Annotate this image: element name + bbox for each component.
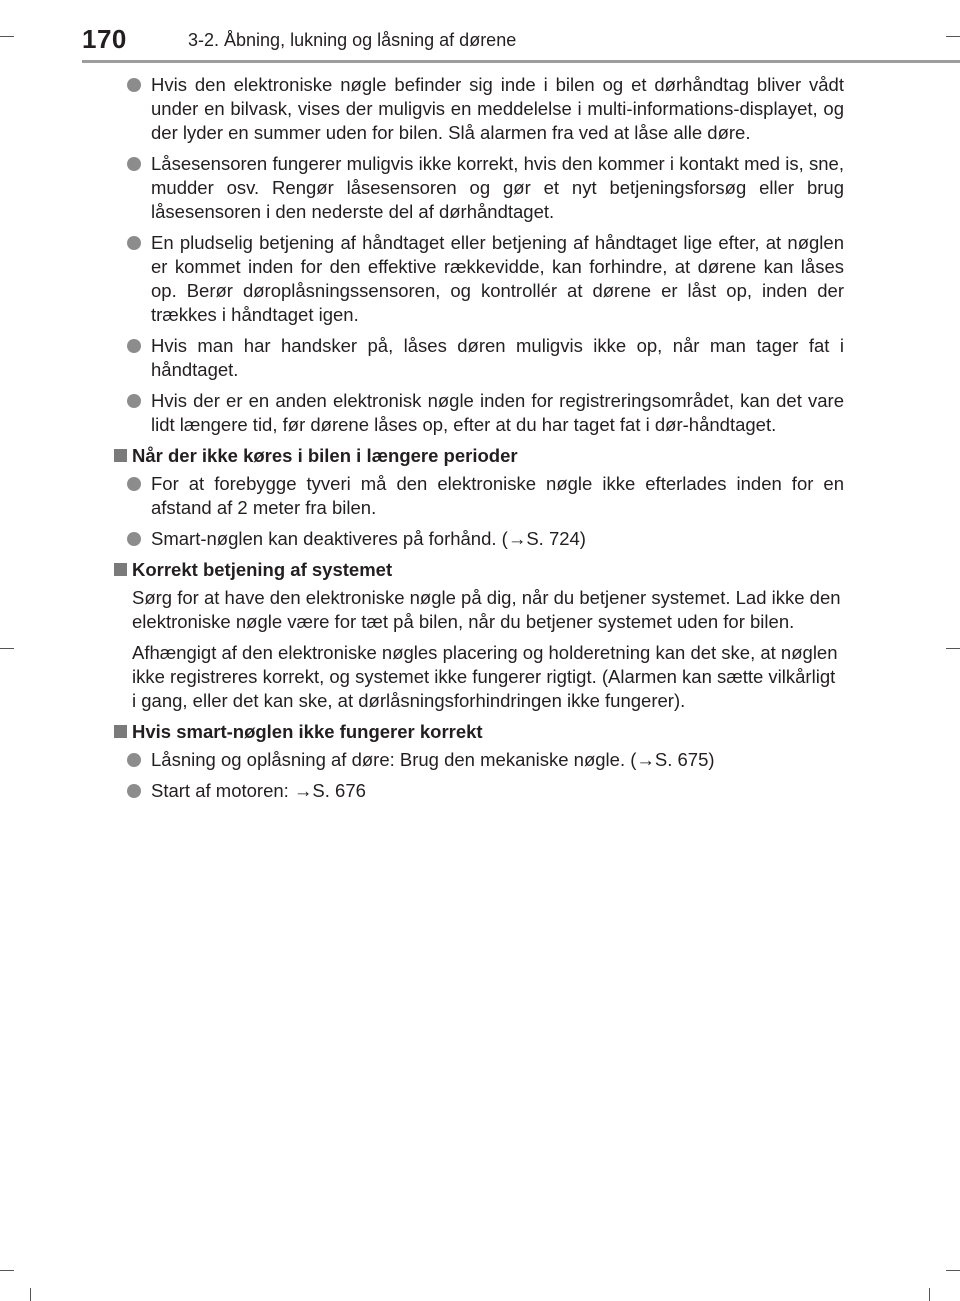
section-title: 3-2. Åbning, lukning og låsning af dørene: [188, 30, 517, 50]
bullet-item: [114, 472, 844, 520]
page-content: [114, 73, 844, 810]
crop-mark-mid-left-h: [0, 648, 14, 649]
section-heading: [114, 720, 844, 744]
section-heading-text: Korrekt betjening af systemet: [132, 559, 393, 580]
section-heading: [114, 558, 844, 582]
bullet-text: Låsesensoren fungerer muligvis ikke korrekt, hvis den kommer i kontakt med is, sne, mudder osv. Rengør låsesensoren og gør et nyt betjeningsforsøg eller brug låsesensoren i den nederste del af dørhåndtaget.: [151, 153, 844, 222]
page-header: [0, 0, 960, 62]
bullet-text: En pludselig betjening af håndtaget eller betjening af håndtaget lige efter, at nøglen er kommet inden for den effektive rækkevidde, kan forhindre, at dørene kan låses op. Berør døroplåsningssensoren, og kontrollér at dørene er låst op, inden der trækkes i håndtaget igen.: [151, 232, 844, 325]
bullet-dot-icon: [127, 394, 141, 408]
bullet-item: [114, 748, 844, 772]
bullet-dot-icon: [127, 784, 141, 798]
bullet-item: [114, 231, 844, 327]
bullet-dot-icon: [127, 157, 141, 171]
bullet-dot-icon: [127, 78, 141, 92]
bullet-item: [114, 389, 844, 437]
bullet-text: Start af motoren: →S. 676: [151, 780, 366, 801]
bullet-item: [114, 73, 844, 145]
bullet-text: Hvis den elektroniske nøgle befinder sig inde i bilen og et dørhåndtag bliver vådt under en bilvask, vises der muligvis en meddelelse i multi-informations-displayet, og der lyder en summer uden for bilen. Slå alarmen fra ved at låse alle døre.: [151, 74, 844, 143]
bullet-dot-icon: [127, 236, 141, 250]
bullet-item: [114, 779, 844, 803]
paragraph: Afhængigt af den elektroniske nøgles placering og holderetning kan det ske, at nøglen ikke registreres korrekt, og systemet ikke fungerer rigtigt. (Alarmen kan sætte vilkårligt i gang, eller det kan ske, at dørlåsningsforhindringen ikke fungerer).: [132, 642, 838, 711]
crop-mark-bottom-left-v: [30, 1288, 31, 1301]
bullet-text: Hvis man har handsker på, låses døren muligvis ikke op, når man tager fat i håndtaget.: [151, 335, 844, 380]
section-heading-text: Hvis smart-nøglen ikke fungerer korrekt: [132, 721, 483, 742]
paragraph: Sørg for at have den elektroniske nøgle på dig, når du betjener systemet. Lad ikke den elektroniske nøgle være for tæt på bilen, når du betjener systemet uden for bilen.: [132, 587, 841, 632]
crop-mark-mid-right-h: [946, 648, 960, 649]
bullet-text: Hvis der er en anden elektronisk nøgle inden for registreringsområdet, kan det vare lidt længere tid, før dørene låses op, efter at du har taget fat i dør-håndtaget.: [151, 390, 844, 435]
square-bullet-icon: [114, 563, 127, 576]
section-heading-text: Når der ikke køres i bilen i længere perioder: [132, 445, 518, 466]
bullet-text: Smart-nøglen kan deaktiveres på forhånd. (→S. 724): [151, 528, 586, 549]
square-bullet-icon: [114, 449, 127, 462]
crop-mark-bottom-right-v: [929, 1288, 930, 1301]
page-number: 170: [82, 24, 127, 54]
header-rule: [82, 60, 960, 63]
crop-mark-bottom-left-h: [0, 1270, 14, 1271]
bullet-dot-icon: [127, 753, 141, 767]
bullet-item: [114, 152, 844, 224]
square-bullet-icon: [114, 725, 127, 738]
bullet-item: [114, 527, 844, 551]
bullet-text: Låsning og oplåsning af døre: Brug den mekaniske nøgle. (→S. 675): [151, 749, 715, 770]
bullet-dot-icon: [127, 477, 141, 491]
bullet-text: For at forebygge tyveri må den elektroniske nøgle ikke efterlades inden for en afstand af 2 meter fra bilen.: [151, 473, 844, 518]
bullet-dot-icon: [127, 532, 141, 546]
crop-mark-bottom-right-h: [946, 1270, 960, 1271]
bullet-dot-icon: [127, 339, 141, 353]
section-heading: [114, 444, 844, 468]
bullet-item: [114, 334, 844, 382]
